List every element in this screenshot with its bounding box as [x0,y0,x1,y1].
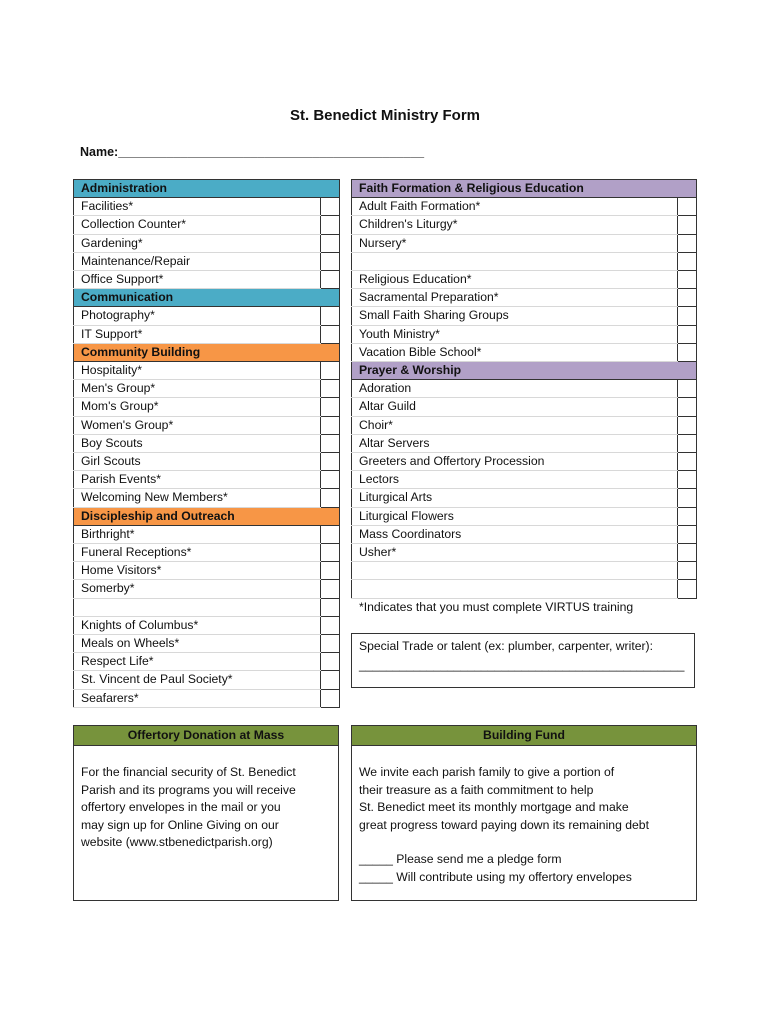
section-header [74,180,340,198]
ministry-checkbox[interactable] [678,289,697,307]
ministry-checkbox[interactable] [678,343,697,361]
building-fund-body [352,746,696,887]
section-header-label: Administration [74,180,340,198]
ministry-checkbox[interactable] [321,580,340,598]
section-header-label: Prayer & Worship [352,362,697,380]
ministry-label: Welcoming New Members* [74,489,321,507]
section-header-label: Discipleship and Outreach [74,507,340,525]
section-header-label: Faith Formation & Religious Education [352,180,697,198]
ministry-checkbox[interactable] [678,562,697,580]
ministry-row [352,398,697,416]
ministry-label: Meals on Wheels* [74,635,321,653]
section-header-label: Community Building [74,343,340,361]
building-fund-line: St. Benedict meet its monthly mortgage and make [359,800,629,815]
ministry-checkbox[interactable] [678,325,697,343]
ministry-checkbox[interactable] [321,489,340,507]
ministry-checkbox[interactable] [321,671,340,689]
ministry-label: Youth Ministry* [352,325,678,343]
ministry-label: Choir* [352,416,678,434]
pledge-form-option[interactable]: _____ Please send me a pledge form [359,852,562,867]
offertory-body [74,746,338,852]
ministry-label: Vacation Bible School* [352,343,678,361]
ministry-label: Somerby* [74,580,321,598]
ministry-label: Nursery* [352,234,678,252]
ministry-checkbox[interactable] [678,489,697,507]
section-header [352,362,697,380]
ministry-checkbox[interactable] [321,198,340,216]
building-fund-line: their treasure as a faith commitment to help [359,782,594,797]
ministry-checkbox[interactable] [321,653,340,671]
ministry-label: Girl Scouts [74,453,321,471]
ministry-label: Funeral Receptions* [74,544,321,562]
offertory-box [73,725,339,901]
ministry-label: Gardening* [74,234,321,252]
ministry-checkbox[interactable] [678,580,697,598]
ministry-row [74,416,340,434]
section-header [74,507,340,525]
ministry-label: Liturgical Arts [352,489,678,507]
ministry-checkbox[interactable] [321,252,340,270]
ministry-label: Adoration [352,380,678,398]
ministry-row [352,489,697,507]
ministry-label: Facilities* [74,198,321,216]
ministry-checkbox[interactable] [678,234,697,252]
ministry-row [74,616,340,634]
ministry-label [352,252,678,270]
ministry-row [74,525,340,543]
ministry-row [352,507,697,525]
ministry-row [352,198,697,216]
ministry-label: Boy Scouts [74,434,321,452]
ministry-label: Small Faith Sharing Groups [352,307,678,325]
ministry-checkbox[interactable] [678,271,697,289]
ministry-checkbox[interactable] [678,216,697,234]
ministry-label: Respect Life* [74,653,321,671]
ministry-row [74,635,340,653]
ministry-label: Photography* [74,307,321,325]
ministry-checkbox[interactable] [678,471,697,489]
ministry-checkbox[interactable] [321,453,340,471]
ministry-checkbox[interactable] [321,271,340,289]
ministry-label: Maintenance/Repair [74,252,321,270]
ministry-row [352,453,697,471]
ministry-row [74,689,340,707]
ministry-checkbox[interactable] [321,416,340,434]
section-header [74,289,340,307]
ministry-row [352,416,697,434]
ministry-row [352,271,697,289]
ministry-row [352,434,697,452]
page-title: St. Benedict Ministry Form [289,107,481,124]
building-fund-box [351,725,697,901]
ministry-row [352,289,697,307]
ministry-row [74,398,340,416]
ministry-checkbox[interactable] [678,525,697,543]
ministry-checkbox[interactable] [321,598,340,616]
left-ministry-table [73,179,340,708]
ministry-checkbox[interactable] [678,198,697,216]
ministry-checkbox[interactable] [321,362,340,380]
ministry-checkbox[interactable] [678,416,697,434]
ministry-row [352,580,697,598]
ministry-label: Adult Faith Formation* [352,198,678,216]
ministry-row [352,216,697,234]
ministry-label: Knights of Columbus* [74,616,321,634]
ministry-label: Parish Events* [74,471,321,489]
ministry-checkbox[interactable] [321,616,340,634]
ministry-label: Mass Coordinators [352,525,678,543]
section-header-label: Communication [74,289,340,307]
ministry-label: Men's Group* [74,380,321,398]
ministry-row [74,453,340,471]
ministry-label: IT Support* [74,325,321,343]
ministry-label: Altar Servers [352,434,678,452]
ministry-checkbox[interactable] [321,635,340,653]
ministry-row [352,562,697,580]
section-header [352,180,697,198]
talent-box[interactable] [351,633,695,688]
ministry-checkbox[interactable] [678,307,697,325]
ministry-row [74,653,340,671]
ministry-row [352,325,697,343]
ministry-row [352,307,697,325]
building-fund-line: great progress toward paying down its remaining debt [359,817,649,832]
ministry-checkbox[interactable] [678,434,697,452]
ministry-row [352,380,697,398]
ministry-label: Liturgical Flowers [352,507,678,525]
ministry-row [74,489,340,507]
ministry-checkbox[interactable] [321,544,340,562]
ministry-checkbox[interactable] [321,562,340,580]
virtus-note: *Indicates that you must complete VIRTUS training [359,600,634,614]
ministry-label: Children's Liturgy* [352,216,678,234]
ministry-checkbox[interactable] [321,234,340,252]
ministry-row [74,307,340,325]
ministry-checkbox[interactable] [678,252,697,270]
ministry-row [74,562,340,580]
building-fund-line: We invite each parish family to give a portion of [359,765,615,779]
ministry-row [74,598,340,616]
building-fund-header: Building Fund [352,726,696,746]
talent-line[interactable]: ________________________________________________ [359,658,685,672]
ministry-label [74,598,321,616]
ministry-row [74,198,340,216]
ministry-checkbox[interactable] [678,453,697,471]
offertory-envelope-option[interactable]: _____ Will contribute using my offertory envelopes [359,869,632,884]
ministry-label: Women's Group* [74,416,321,434]
ministry-checkbox[interactable] [321,307,340,325]
ministry-row [74,325,340,343]
ministry-row [74,216,340,234]
ministry-row [74,380,340,398]
ministry-row [74,580,340,598]
section-header [74,343,340,361]
ministry-row [74,671,340,689]
ministry-checkbox[interactable] [321,434,340,452]
ministry-label: Mom's Group* [74,398,321,416]
ministry-row [74,471,340,489]
right-ministry-table [351,179,697,599]
offertory-line: For the financial security of St. Benedict [81,765,296,779]
offertory-line: Parish and its programs you will receive [81,782,296,797]
ministry-checkbox[interactable] [321,325,340,343]
ministry-checkbox[interactable] [678,507,697,525]
ministry-label: St. Vincent de Paul Society* [74,671,321,689]
ministry-label: Hospitality* [74,362,321,380]
ministry-label: Altar Guild [352,398,678,416]
talent-label: Special Trade or talent (ex: plumber, carpenter, writer): [359,639,653,653]
ministry-row [352,343,697,361]
ministry-checkbox[interactable] [321,471,340,489]
name-field[interactable]: Name:____________________________________________ [80,145,425,159]
ministry-checkbox[interactable] [321,525,340,543]
ministry-label: Sacramental Preparation* [352,289,678,307]
ministry-row [74,234,340,252]
ministry-label: Home Visitors* [74,562,321,580]
ministry-label: Collection Counter* [74,216,321,234]
ministry-checkbox[interactable] [321,216,340,234]
ministry-label: Office Support* [74,271,321,289]
ministry-checkbox[interactable] [321,689,340,707]
ministry-checkbox[interactable] [321,380,340,398]
ministry-label [352,580,678,598]
ministry-label: Greeters and Offertory Procession [352,453,678,471]
offertory-line: offertory envelopes in the mail or you [81,800,281,815]
ministry-label: Religious Education* [352,271,678,289]
ministry-checkbox[interactable] [678,380,697,398]
ministry-label: Lectors [352,471,678,489]
offertory-line: website (www.stbenedictparish.org) [81,835,273,850]
ministry-checkbox[interactable] [321,398,340,416]
ministry-checkbox[interactable] [678,398,697,416]
offertory-line: may sign up for Online Giving on our [81,817,279,832]
ministry-row [74,362,340,380]
ministry-row [352,544,697,562]
ministry-row [352,252,697,270]
ministry-row [74,252,340,270]
ministry-row [74,271,340,289]
ministry-row [74,434,340,452]
ministry-label: Birthright* [74,525,321,543]
offertory-header: Offertory Donation at Mass [74,726,338,746]
ministry-row [352,525,697,543]
ministry-row [352,471,697,489]
ministry-checkbox[interactable] [678,544,697,562]
ministry-label [352,562,678,580]
ministry-row [74,544,340,562]
ministry-label: Usher* [352,544,678,562]
ministry-label: Seafarers* [74,689,321,707]
ministry-row [352,234,697,252]
